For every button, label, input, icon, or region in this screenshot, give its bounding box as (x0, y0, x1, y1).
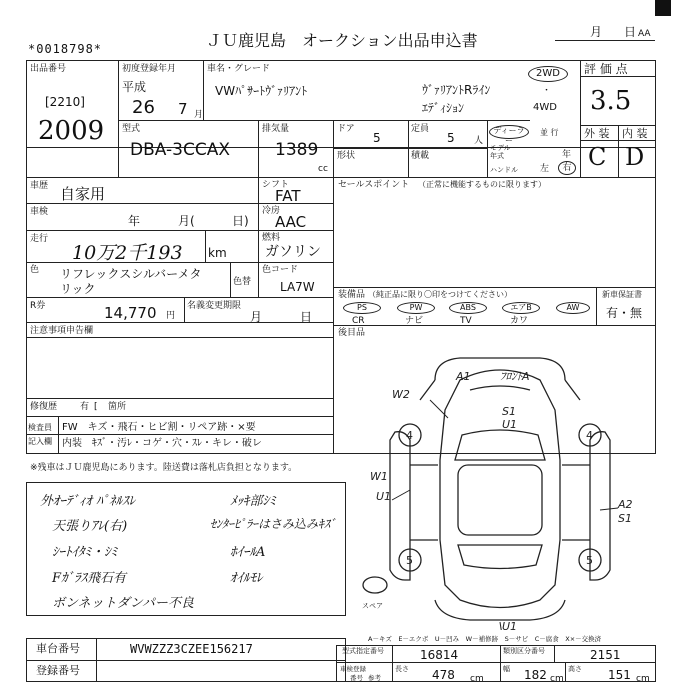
ac-label: 冷房 (262, 206, 281, 216)
disclaimer: ※残車はＪＵ鹿児島にあります。陸送費は落札店負担となります。 (30, 463, 298, 473)
legend-row-2: 内装 ｷｽﾞ・汚ﾚ・コゲ・穴・ｽﾚ・キレ・破レ (62, 438, 262, 449)
equipment-leather: カワ (510, 316, 529, 326)
recycle-unit: 円 (166, 311, 176, 321)
model-name: VWﾊﾟｻｰﾄｳﾞｧﾘｱﾝﾄ (215, 84, 308, 98)
doors-value: 5 (373, 131, 381, 145)
serial-number: *0018798* (28, 42, 103, 56)
lot-label: 出品番号 (30, 64, 67, 74)
capacity-label: 定員 (411, 124, 430, 134)
registration-month-unit: 月 (194, 110, 204, 120)
mark-front-a: ﾌﾛﾝﾄA (500, 370, 530, 383)
model-year-label: モデル 年式 (490, 144, 511, 160)
recycle-label: R券 (30, 301, 46, 311)
doors-label: ドア (337, 124, 355, 134)
day-label: 日 (624, 25, 637, 39)
remark-left-3: ｼｰﾄｲﾀﾐ・ｼﾐ (52, 545, 118, 560)
mark-w2: W2 (392, 388, 410, 401)
mileage-value: 10万2千193 (72, 242, 183, 264)
spare-label: スペア (362, 602, 383, 610)
fuel-label: 燃料 (262, 233, 281, 243)
handle-left: 左 (540, 164, 550, 174)
damage-code-legend: A－キズ E－エクボ U－凹み W－補修跡 S－サビ C－腐食 X×－交換済 (368, 635, 602, 643)
parallel-label: 並 行 (540, 128, 559, 137)
equipment-abs: ABS (449, 302, 487, 314)
remark-right-3: ﾎｲｰﾙA (230, 545, 266, 560)
type-number: 16814 (420, 648, 459, 662)
capacity-value: 5 (447, 131, 455, 145)
mileage-unit: km (208, 246, 227, 260)
shift-value: FAT (275, 187, 301, 205)
mileage-label: 走行 (30, 234, 49, 244)
mark-a2: A2 (618, 498, 633, 511)
type-value: DBA-3CCAX (130, 140, 230, 160)
lot-code: [2210] (45, 95, 85, 109)
interior-label: 内 装 (622, 127, 648, 140)
color-value-line1: リフレックスシルバーメタ (60, 267, 202, 281)
registration-number-label: 登録番号 (36, 664, 80, 677)
handle-right-circled: 右 (558, 161, 576, 175)
mark-s1: S1 (502, 405, 516, 418)
wheel-rear-left: 5 (406, 554, 413, 567)
registration-year: 26 (132, 97, 155, 118)
equipment-pw: PW (397, 302, 435, 314)
shift-label: シフト (262, 180, 290, 190)
legend-label-1: 検査員 (28, 423, 52, 432)
equipment-label: 装備品 (338, 290, 366, 300)
dealer-circled: ディーラー (489, 125, 529, 139)
model-label: 車名・グレード (207, 64, 271, 74)
fuel-value: ガソリン (265, 244, 321, 260)
registration-label: 初度登録年月 (122, 64, 177, 74)
displacement-label: 排気量 (262, 124, 290, 134)
history-label: 車歴 (30, 181, 49, 191)
length-unit: cm (470, 674, 484, 684)
repair-value: 有 (80, 402, 90, 412)
sales-point-label: セールスポイント (338, 180, 410, 190)
mark-s1-right: S1 (618, 512, 632, 525)
vin-value: WVWZZZ3CZEE156217 (130, 642, 253, 656)
height-unit: cm (636, 674, 650, 684)
inspection-label: 車検 (30, 207, 49, 217)
remark-right-4: ｵｲﾙﾓﾚ (230, 571, 263, 586)
score-label: 評 価 点 (584, 62, 628, 76)
car-damage-diagram (350, 340, 655, 630)
reg-ref-label-3: 参考 (368, 674, 381, 682)
repair-label: 修復歴 (30, 402, 58, 412)
ac-value: AAC (275, 213, 307, 231)
width-unit: cm (550, 674, 564, 684)
history-value: 自家用 (60, 185, 106, 203)
displacement-unit: cc (318, 164, 328, 174)
drive-2wd-circled: 2WD (528, 66, 568, 82)
form-title: ＪＵ鹿児島 オークション出品申込書 (206, 31, 478, 50)
length-label: 長さ (395, 665, 409, 673)
lot-number: 2009 (38, 116, 105, 146)
repair-suffix: 箇所 (108, 402, 127, 412)
color-code-label: 色コード (262, 265, 299, 275)
mark-w1: W1 (370, 470, 388, 483)
mark-u1-rear: U1 (502, 620, 518, 630)
legend-row-1: FW キズ・飛石・ヒビ割・リペア跡・×要 (62, 422, 256, 433)
registration-month: 7 (178, 100, 188, 118)
handle-label: ハンドル (490, 166, 518, 174)
exterior-label: 外 装 (584, 127, 610, 140)
height-label: 高さ (568, 665, 582, 673)
name-change-month: 月 (250, 310, 263, 324)
remark-right-2: ｾﾝﾀｰﾋﾟﾗｰはさみ込みｷｽﾞ (210, 517, 337, 531)
legend-label-2: 記入欄 (28, 437, 52, 446)
load-label: 積載 (411, 151, 430, 161)
category-number-label: 類別区分番号 (503, 647, 545, 655)
equipment-navi: ナビ (405, 316, 424, 326)
model-grade-line2: ｴﾃﾞｨｼｮﾝ (422, 101, 465, 115)
inspection-month: 月( (178, 214, 195, 228)
warranty-value: 有・無 (606, 306, 643, 320)
notes-label: 注意事項申告欄 (30, 326, 94, 336)
recycle-value: 14,770 (104, 304, 157, 322)
length-value: 478 (432, 668, 455, 682)
color-value-line2: リック (60, 282, 96, 296)
mark-u1-left: U1 (376, 490, 392, 503)
equipment-airbag: エアB (502, 302, 540, 314)
remark-left-2: 天張りｱﾚ(右) (52, 519, 128, 534)
mark-a1-front: A1 (456, 370, 471, 383)
inspection-year: 年 (128, 214, 141, 228)
width-value: 182 (524, 668, 547, 682)
drive-4wd: 4WD (533, 102, 557, 113)
repair-unit: [ (94, 402, 98, 412)
shape-label: 形状 (337, 151, 356, 161)
name-change-day: 日 (300, 310, 313, 324)
warranty-label: 新車保証書 (602, 290, 642, 299)
type-number-label: 型式指定番号 (342, 647, 384, 655)
wheel-front-right: 4 (586, 429, 593, 442)
reg-ref-label-2: 番号 (350, 674, 363, 682)
aftermarket-label: 後目品 (338, 328, 366, 338)
exterior-grade: C (588, 143, 607, 171)
capacity-unit: 人 (474, 136, 484, 146)
remark-right-1: ﾒｯｷ部ｼﾐ (230, 494, 276, 509)
equipment-cr: CR (352, 316, 365, 326)
wheel-front-left: 4 (406, 429, 413, 442)
remark-left-4: Fｶﾞﾗｽ飛石有 (52, 571, 127, 586)
equipment-note: （純正品に限り〇印をつけてください） (368, 290, 512, 299)
corner-mark (655, 0, 671, 16)
month-label: 月 (590, 25, 603, 39)
equipment-tv: TV (460, 316, 472, 326)
category-number: 2151 (590, 648, 621, 662)
registration-era: 平成 (122, 80, 147, 94)
color-code: LA7W (280, 280, 315, 294)
width-label: 幅 (503, 665, 510, 673)
type-label: 型式 (122, 124, 141, 134)
model-grade-line1: ｳﾞｧﾘｱﾝﾄRﾗｲﾝ (422, 83, 491, 97)
score-value: 3.5 (590, 86, 632, 116)
displacement-value: 1389 (275, 140, 319, 160)
remark-left-1: 外ｵｰﾃﾞｨｵ ﾊﾟﾈﾙｽﾚ (40, 494, 136, 509)
wheel-rear-right: 5 (586, 554, 593, 567)
model-year-unit: 年 (562, 150, 572, 160)
remark-left-5: ボンネットダンパー不良 (52, 596, 194, 611)
height-value: 151 (608, 668, 631, 682)
am-label: AA (638, 29, 651, 39)
inspection-day: 日) (232, 214, 249, 228)
name-change-label: 名義変更期限 (187, 301, 242, 311)
color-label: 色 (30, 265, 40, 275)
equipment-ps: PS (343, 302, 381, 314)
equipment-aw: AW (556, 302, 590, 314)
color-change-label: 色替 (233, 277, 252, 287)
sales-point-note: （正常に機能するものに限ります） (418, 180, 546, 189)
drive-separator: ・ (542, 86, 552, 96)
interior-grade: D (625, 143, 645, 171)
mark-u1-hood: U1 (502, 418, 518, 431)
reg-ref-label-1: 車検登録 (340, 665, 366, 673)
vin-label: 車台番号 (36, 642, 80, 655)
